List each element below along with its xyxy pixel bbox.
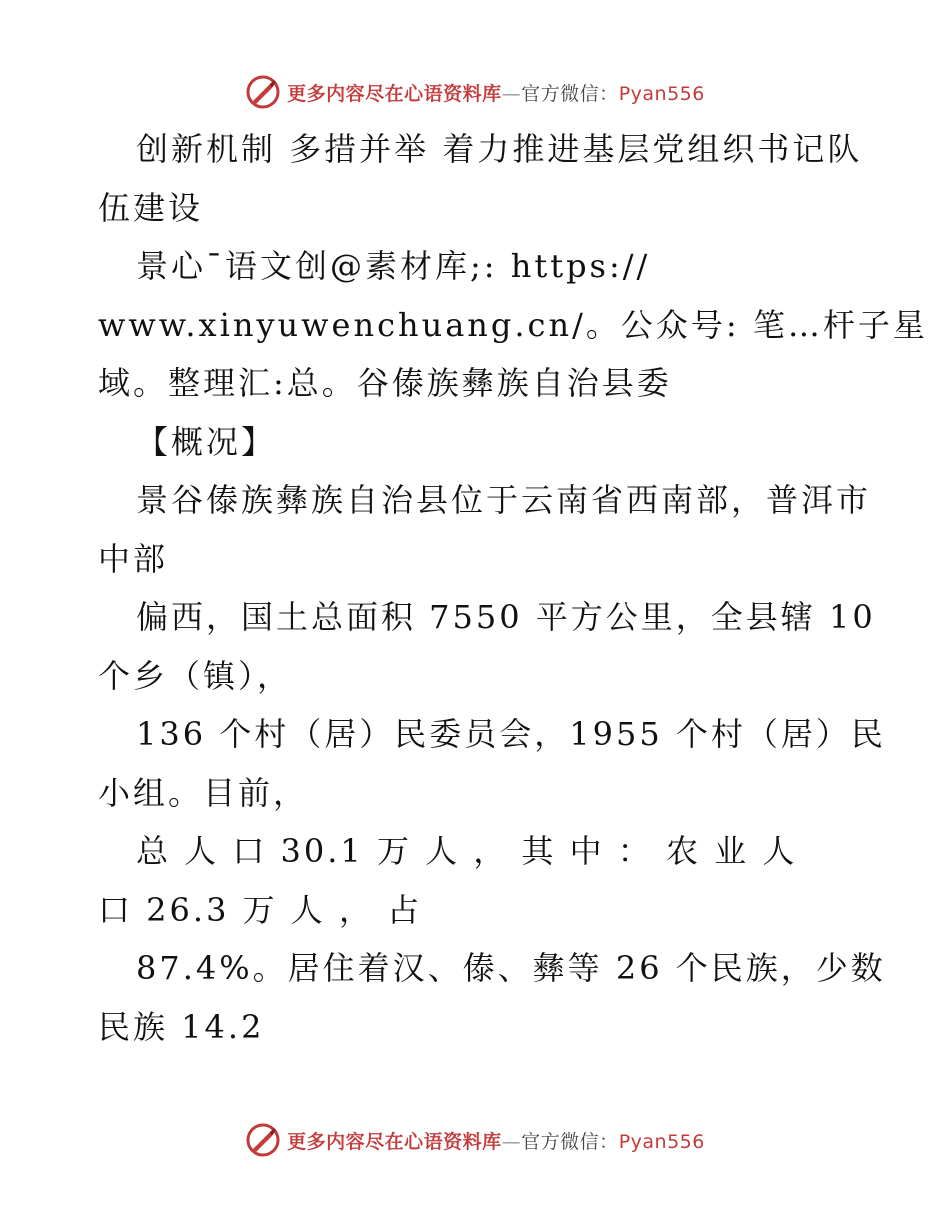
banner-text <box>287 79 705 106</box>
banner-wechat-label: 官方微信： <box>521 1130 619 1153</box>
banner-wechat-id: Pyan556 <box>618 82 705 105</box>
body-line-5: 136 个村（居）民委员会，1955 个村（居）民 <box>136 715 886 753</box>
body-line-1: 景谷傣族彝族自治县位于云南省西南部，普洱市 <box>136 481 872 519</box>
banner-main-text: 更多内容尽在心语资料库 <box>287 1130 502 1153</box>
source-line-2: www.xinyuwenchuang.cn/。公众号: 笔…杆子星 <box>98 305 928 344</box>
banner-separator: — <box>501 1130 522 1153</box>
pen-logo-icon <box>245 1122 281 1158</box>
banner-wechat-label: 官方微信： <box>521 82 619 105</box>
body-line-8: 口 26.3 万 人 ， 占 <box>98 890 423 929</box>
banner-separator: — <box>501 82 522 105</box>
title-line-1: 创新机制 多措并举 着力推进基层党组织书记队 <box>136 130 863 168</box>
banner-main-text: 更多内容尽在心语资料库 <box>287 82 502 105</box>
title-line-2: 伍建设 <box>98 188 204 227</box>
footer-banner <box>0 1120 950 1160</box>
body-line-2: 中部 <box>98 539 169 578</box>
body-line-6: 小组。目前， <box>98 773 309 812</box>
banner-wechat-id: Pyan556 <box>618 1130 705 1153</box>
section-heading: 【概况】 <box>136 422 277 461</box>
body-line-4: 个乡（镇）， <box>98 656 293 695</box>
banner-text <box>287 1127 705 1154</box>
body-line-7: 总 人 口 30.1 万 人 ， 其 中 ： 农 业 人 <box>136 832 798 870</box>
source-line-3: 域。整理汇:总。谷傣族彝族自治县委 <box>98 364 672 402</box>
body-line-10: 民族 14.2 <box>98 1007 265 1046</box>
body-line-3: 偏西，国土总面积 7550 平方公里，全县辖 10 <box>136 598 876 636</box>
document-body <box>98 120 928 1056</box>
body-line-9: 87.4%。居住着汉、傣、彝等 26 个民族，少数 <box>136 949 886 987</box>
source-line-1: 景心¯语文创@素材库;: https:// <box>136 247 651 285</box>
header-banner <box>0 72 950 112</box>
pen-logo-icon <box>245 74 281 110</box>
